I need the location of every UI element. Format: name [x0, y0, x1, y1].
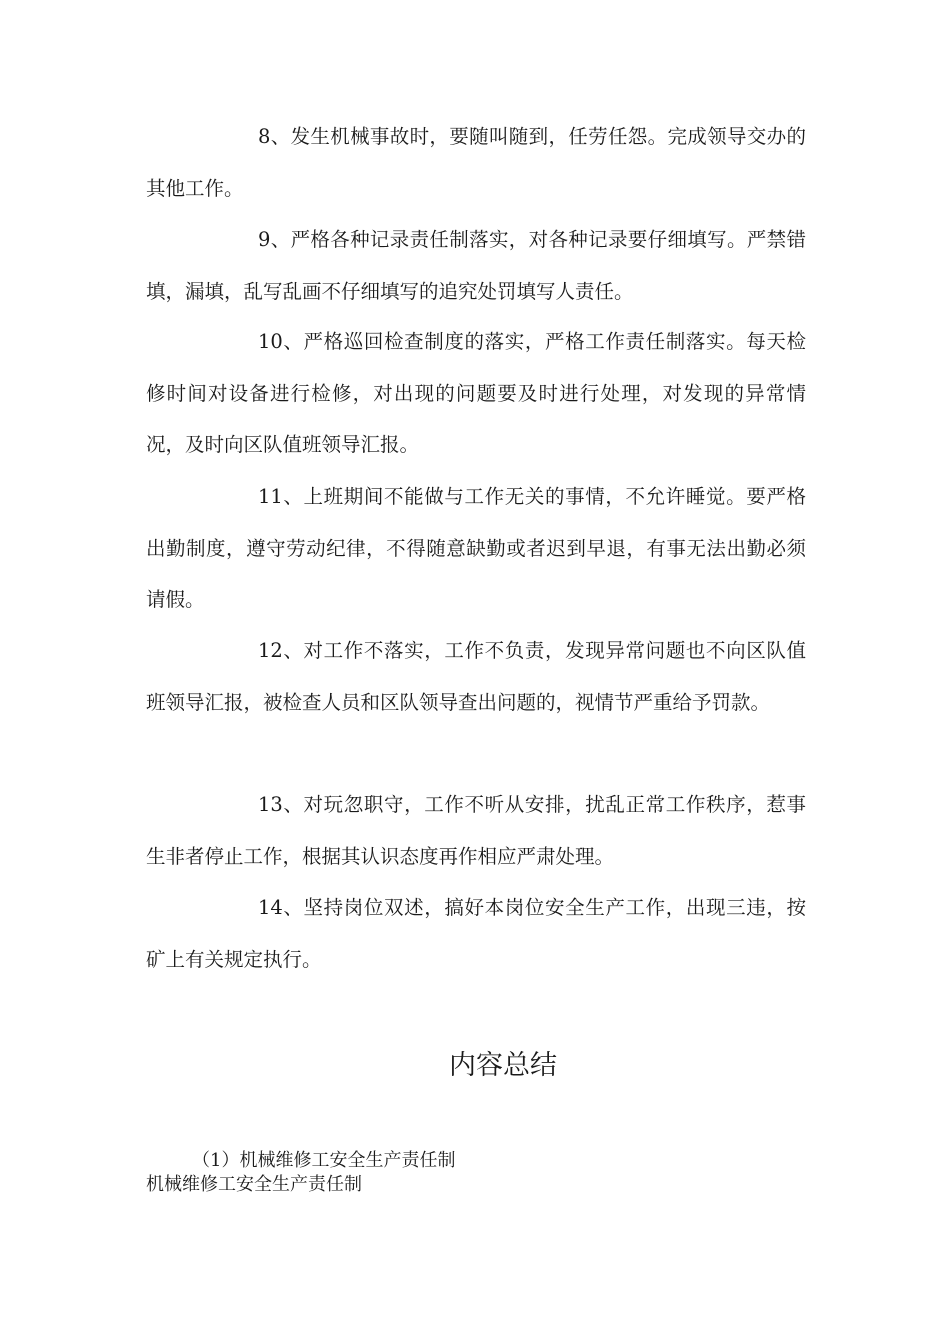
paragraph-13: 13、对玩忽职守，工作不听从安排，扰乱正常工作秩序，惹事生非者停止工作，根据其认识态度再作相应严肃处理。 — [146, 793, 806, 868]
paragraph-11: 11、上班期间不能做与工作无关的事情，不允许睡觉。要严格出勤制度，遵守劳动纪律，不得随意缺勤或者迟到早退，有事无法出勤必须请假。 — [146, 485, 806, 611]
paragraph-10: 10、严格巡回检查制度的落实，严格工作责任制落实。每天检修时间对设备进行检修，对出现的问题要及时进行处理，对发现的异常情况，及时向区队值班领导汇报。 — [146, 330, 806, 456]
summary-heading: 内容总结 — [449, 1050, 557, 1081]
paragraph-9: 9、严格各种记录责任制落实，对各种记录要仔细填写。严禁错填，漏填，乱写乱画不仔细填写的追究处罚填写人责任。 — [146, 228, 806, 303]
paragraph-8: 8、发生机械事故时，要随叫随到，任劳任怨。完成领导交办的其他工作。 — [146, 125, 806, 200]
summary-line-1: （1）机械维修工安全生产责任制 — [192, 1150, 456, 1171]
summary-line-2: 机械维修工安全生产责任制 — [146, 1174, 362, 1195]
paragraph-14: 14、坚持岗位双述，搞好本岗位安全生产工作，出现三违，按矿上有关规定执行。 — [146, 896, 806, 971]
paragraph-12: 12、对工作不落实，工作不负责，发现异常问题也不向区队值班领导汇报，被检查人员和区队领导查出问题的，视情节严重给予罚款。 — [146, 639, 806, 714]
